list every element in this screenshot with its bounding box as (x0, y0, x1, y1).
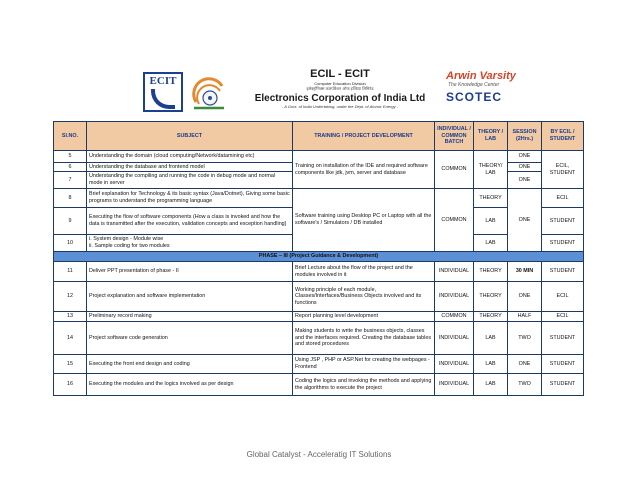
cell-training: Software training using Desktop PC or Laptop with all the software's / Simulators / DB installed (293, 189, 435, 252)
cell-subject: Understanding the domain (cloud computing/Network/datamining etc) (87, 151, 293, 163)
partner-name: Arwin Varsity (446, 70, 516, 82)
header-sno: Sl.NO. (54, 122, 87, 151)
cell-by: STUDENT (542, 235, 584, 252)
cell-subject: Executing the modules and the logics involved as per design (87, 374, 293, 396)
cell-session: ONE (508, 172, 542, 189)
cell-mode: LAB (474, 208, 508, 235)
ecit-swoosh (151, 89, 175, 109)
cell-subject: Deliver PPT presentation of phase - II (87, 262, 293, 282)
org-title-block (250, 68, 430, 109)
table-row (54, 355, 584, 374)
cell-sno: 12 (54, 282, 87, 312)
cell-training: Making students to write the business objects, classes and the interfaces required. Creating the database tables and stored procedures (293, 322, 435, 355)
ecit-logo (143, 72, 183, 112)
cell-by: STUDENT (542, 374, 584, 396)
cell-session: ONE (508, 189, 542, 252)
cell-session: ONE (508, 151, 542, 163)
cell-training: Working principle of each module, Classes/Interfaces/Business Objects involved and its functions (293, 282, 435, 312)
phase-section-title: PHASE – III (Project Guidance & Development) (54, 252, 584, 262)
cell-mode: THEORY/ LAB (474, 151, 508, 189)
training-plan-table (53, 121, 584, 396)
cell-session: ONE (508, 355, 542, 374)
cell-training: Coding the logics and invoking the methods and applying the algorithms to execute the project (293, 374, 435, 396)
cell-mode: THEORY (474, 312, 508, 322)
cell-mode: THEORY (474, 189, 508, 208)
cell-subject: Project explanation and software implementation (87, 282, 293, 312)
cell-batch: INDIVIDUAL (435, 262, 474, 282)
cell-session: TWO (508, 322, 542, 355)
cell-by: ECIL (542, 189, 584, 208)
cell-mode: LAB (474, 374, 508, 396)
division-name: Computer Education Division (314, 81, 366, 86)
header-mode: THEORY / LAB (474, 122, 508, 151)
cell-sno: 14 (54, 322, 87, 355)
cell-batch: COMMON (435, 189, 474, 252)
cell-subject: Executing the front end design and coding (87, 355, 293, 374)
phase-section-row (54, 252, 584, 262)
cell-sno: 7 (54, 172, 87, 189)
cell-training: Training on installation of the IDE and required software components like jdk, jvm, server and database (293, 151, 435, 189)
hindi-org-name: इलेक्ट्रॉनिक्स कारपोरेशन ऑफ इण्डिया लिमिटेड (306, 86, 374, 91)
cell-by: STUDENT (542, 262, 584, 282)
cell-subject: Understanding the compiling and running the code in debug mode and normal mode in server (87, 172, 293, 189)
cell-batch: INDIVIDUAL (435, 322, 474, 355)
cell-sno: 5 (54, 151, 87, 163)
slide-footer: Global Catalyst - Acceleratig IT Solutions (246, 450, 392, 459)
cell-session: TWO (508, 374, 542, 396)
cell-sno: 11 (54, 262, 87, 282)
cell-sno: 15 (54, 355, 87, 374)
cell-by: STUDENT (542, 208, 584, 235)
cell-mode: THEORY (474, 262, 508, 282)
cell-batch: INDIVIDUAL (435, 355, 474, 374)
cell-mode: LAB (474, 235, 508, 252)
table-row (54, 322, 584, 355)
cell-session: ONE (508, 282, 542, 312)
cell-training: Brief Lecture about the flow of the project and the modules involved in it (293, 262, 435, 282)
partner-logo: SCOTEC (446, 90, 503, 104)
partner-tagline: The Knowledge Center (448, 82, 500, 88)
cell-sno: 9 (54, 208, 87, 235)
cell-session: ONE (508, 163, 542, 172)
cell-session: HALF (508, 312, 542, 322)
table-row (54, 262, 584, 282)
cell-by: ECIL, STUDENT (542, 151, 584, 189)
cell-batch: COMMON (435, 312, 474, 322)
cell-sno: 8 (54, 189, 87, 208)
cell-mode: LAB (474, 355, 508, 374)
cell-batch: INDIVIDUAL (435, 282, 474, 312)
header-subject: SUBJECT (87, 122, 293, 151)
cell-by: ECIL (542, 312, 584, 322)
table-row (54, 374, 584, 396)
header-batch: INDIVIDUAL / COMMON BATCH (435, 122, 474, 151)
cell-by: ECIL (542, 282, 584, 312)
ecit-logo-text: ECIT (149, 75, 177, 87)
table-row (54, 282, 584, 312)
cell-mode: THEORY (474, 282, 508, 312)
cell-sno: 10 (54, 235, 87, 252)
cell-subject: Project software code generation (87, 322, 293, 355)
cell-training: Report planning level development (293, 312, 435, 322)
ecil-emblem-icon (190, 72, 228, 112)
cell-subject: i. System design - Module wise ii. Sample coding for two modules (87, 235, 293, 252)
cell-subject: Understanding the database and frontend model (87, 163, 293, 172)
org-tagline: - A Govt. of India Undertaking, under the Dept. of Atomic Energy - (281, 104, 399, 109)
partner-block (446, 70, 526, 104)
table-row (54, 312, 584, 322)
cell-mode: LAB (474, 322, 508, 355)
cell-subject: Preliminary record making (87, 312, 293, 322)
org-short-name: ECIL - ECIT (310, 68, 370, 80)
cell-session: 30 MIN (508, 262, 542, 282)
cell-sno: 16 (54, 374, 87, 396)
cell-batch: INDIVIDUAL (435, 374, 474, 396)
table-row (54, 151, 584, 163)
table-header-row (54, 122, 584, 151)
cell-by: STUDENT (542, 355, 584, 374)
cell-by: STUDENT (542, 322, 584, 355)
document-header (0, 0, 638, 120)
header-session: SESSION (2Hrs.) (508, 122, 542, 151)
cell-sno: 6 (54, 163, 87, 172)
cell-batch: COMMON (435, 151, 474, 189)
header-training: TRAINING / PROJECT DEVELOPMENT (293, 122, 435, 151)
header-by: BY ECIL / STUDENT (542, 122, 584, 151)
org-full-name: Electronics Corporation of India Ltd (254, 93, 426, 104)
cell-subject: Brief explanation for Technology & its basic syntax (Java/Dotnet), Giving some basic programs to understand the programming language (87, 189, 293, 208)
cell-subject: Executing the flow of software components (How a class is invoked and how the data is transmitted after the execution, validation concepts and exception handling) (87, 208, 293, 235)
cell-sno: 13 (54, 312, 87, 322)
cell-training: Using JSP , PHP or ASP.Net for creating the webpages - Frontend (293, 355, 435, 374)
table-row (54, 189, 584, 208)
